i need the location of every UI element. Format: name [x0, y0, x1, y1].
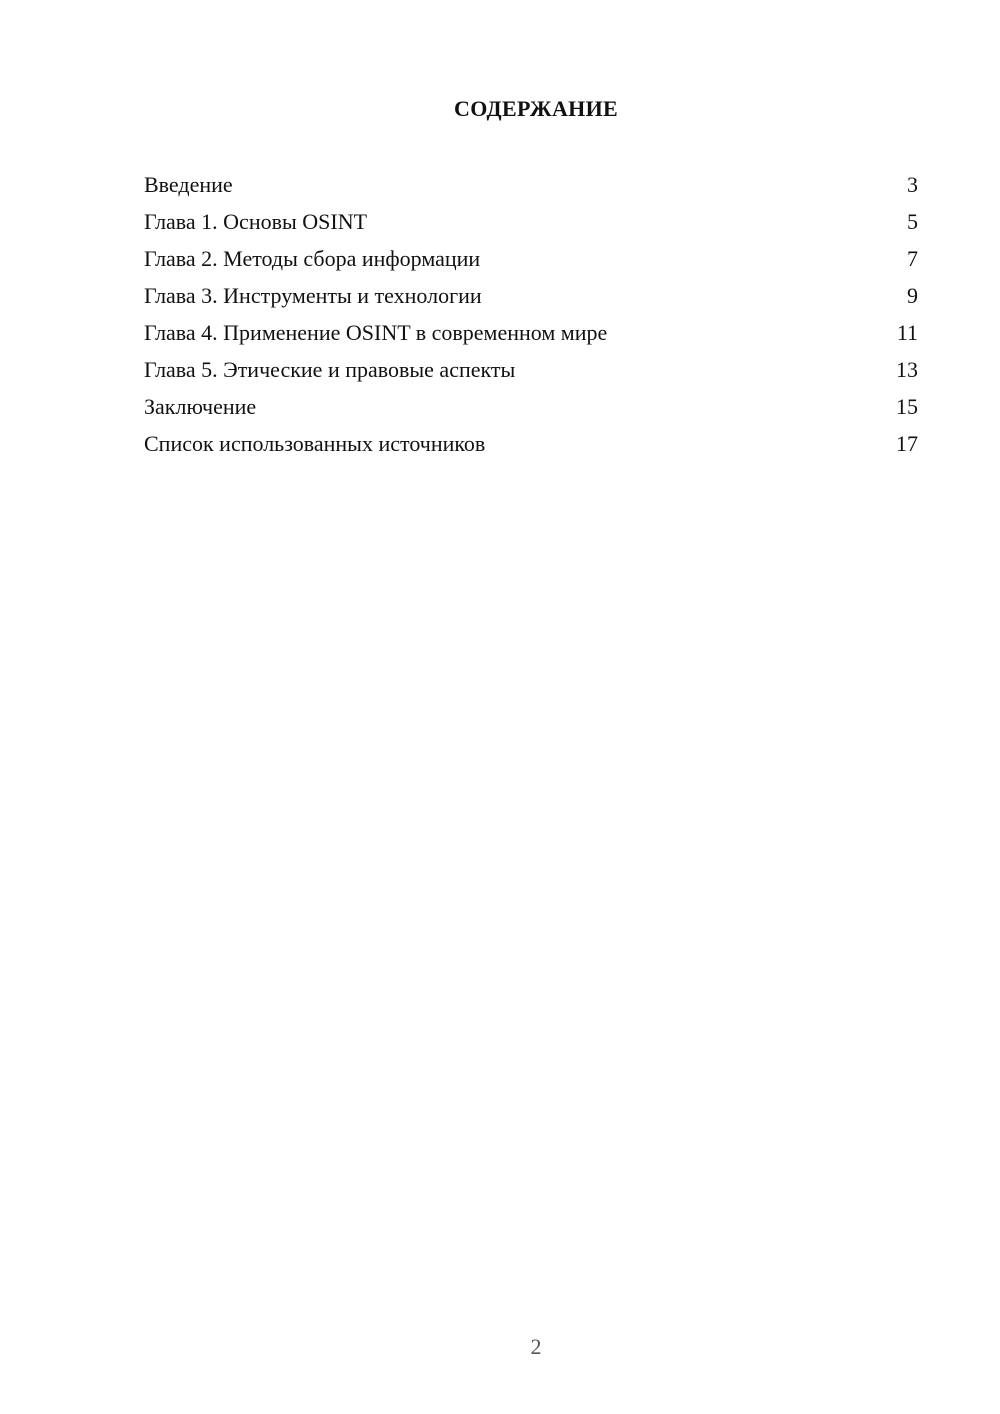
toc-entry-chapter-2[interactable] — [144, 243, 918, 280]
toc-entry-chapter-5[interactable] — [144, 354, 918, 391]
page-number: 2 — [530, 1334, 542, 1359]
toc-entry-label: Глава 1. Основы OSINT — [144, 209, 368, 234]
toc-entry-page: 13 — [896, 357, 918, 382]
toc-entry-page: 17 — [896, 431, 918, 456]
toc-entry-page: 9 — [907, 283, 918, 308]
table-of-contents — [144, 169, 918, 465]
toc-entry-label: Введение — [144, 172, 233, 197]
toc-entry-introduction[interactable] — [144, 169, 918, 206]
toc-entry-page: 11 — [896, 320, 918, 345]
toc-entry-page: 7 — [907, 246, 918, 271]
toc-entry-page: 5 — [907, 209, 918, 234]
toc-entry-chapter-1[interactable] — [144, 206, 918, 243]
toc-entry-chapter-4[interactable] — [144, 317, 918, 354]
toc-entry-label: Глава 2. Методы сбора информации — [144, 246, 481, 271]
toc-entry-conclusion[interactable] — [144, 391, 918, 428]
page-title: СОДЕРЖАНИЕ — [454, 96, 618, 121]
toc-entry-label: Глава 3. Инструменты и технологии — [144, 283, 482, 308]
toc-entry-label: Глава 4. Применение OSINT в современном мире — [144, 320, 608, 345]
toc-entry-label: Список использованных источников — [144, 431, 486, 456]
toc-entry-page: 3 — [907, 172, 918, 197]
toc-entry-references[interactable] — [144, 428, 918, 465]
toc-entry-chapter-3[interactable] — [144, 280, 918, 317]
toc-entry-page: 15 — [896, 394, 918, 419]
toc-entry-label: Глава 5. Этические и правовые аспекты — [144, 357, 516, 382]
toc-entry-label: Заключение — [144, 394, 257, 419]
